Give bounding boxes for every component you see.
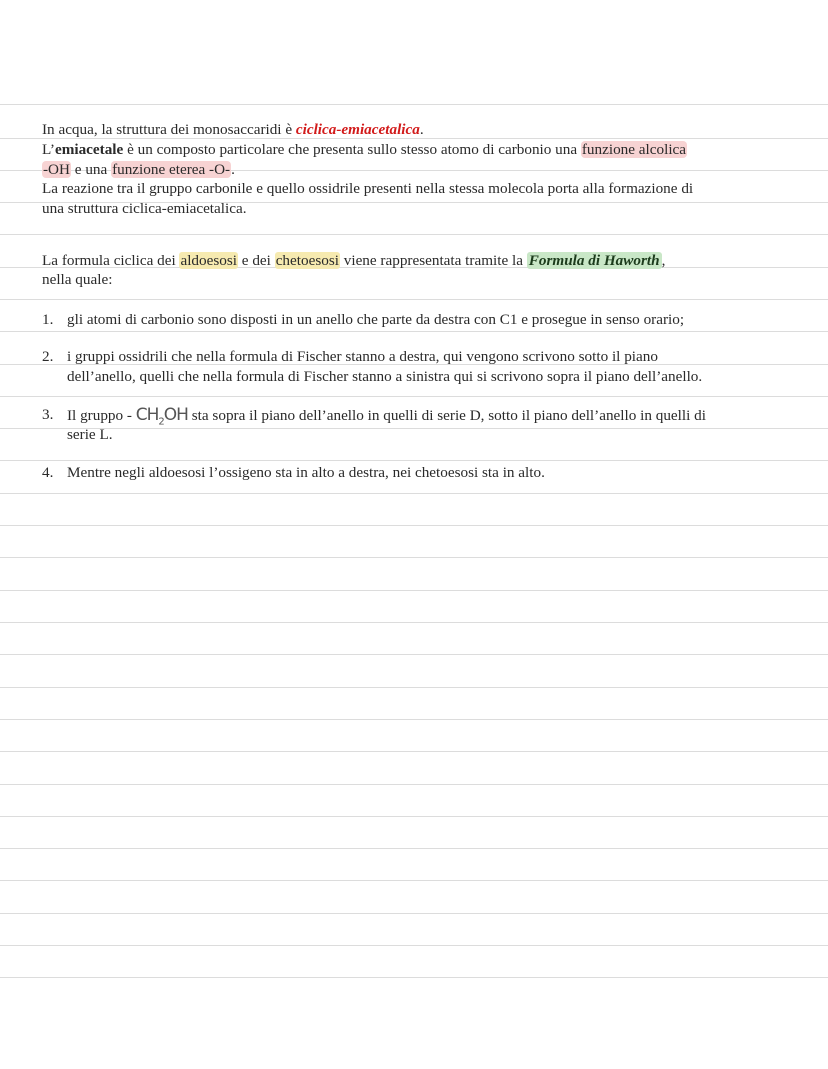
- text-line: nella quale:: [42, 271, 113, 288]
- formula-subscript: 2: [158, 416, 164, 428]
- text: è un composto particolare che presenta sullo stesso atomo di carbonio una: [123, 141, 581, 158]
- highlight-formula-di-haworth: Formula di Haworth: [528, 252, 660, 269]
- text-line: [42, 251, 665, 271]
- ruled-line: [0, 913, 828, 914]
- list-item-text: serie L.: [67, 426, 113, 443]
- list-item-text: i gruppi ossidrili che nella formula di Fischer stanno a destra, qui vengono scrivono sotto il piano: [67, 348, 658, 365]
- ruled-line: [0, 493, 828, 494]
- ruled-line: [0, 848, 828, 849]
- ruled-line: [0, 816, 828, 817]
- text-line: una struttura ciclica-emiacetalica.: [42, 200, 247, 217]
- ruled-line: [0, 751, 828, 752]
- text: ,: [661, 252, 666, 269]
- ruled-line: [0, 525, 828, 526]
- ruled-line: [0, 104, 828, 105]
- text: L’: [42, 141, 55, 158]
- ruled-line: [0, 460, 828, 461]
- ruled-line: [0, 880, 828, 881]
- text: La formula ciclica dei: [42, 252, 180, 269]
- text-line: [42, 140, 687, 160]
- formula-part: OH: [163, 405, 188, 425]
- text-line: La reazione tra il gruppo carbonile e quello ossidrile presenti nella stessa molecola porta alla formazione di: [42, 180, 694, 197]
- ruled-line: [0, 977, 828, 978]
- handwritten-formula-ch2oh: [135, 405, 188, 428]
- text: .: [419, 121, 424, 138]
- list-number: 1.: [42, 311, 54, 328]
- text: .: [231, 161, 235, 178]
- ruled-line: [0, 557, 828, 558]
- list-number: 4.: [42, 464, 54, 481]
- highlight-aldoesosi: aldoesosi: [180, 252, 237, 269]
- ruled-line: [0, 654, 828, 655]
- list-item-text: Mentre negli aldoesosi l’ossigeno sta in alto a destra, nei chetoesosi sta in alto.: [67, 464, 545, 481]
- highlight-oh: -OH: [43, 161, 70, 178]
- ruled-line: [0, 622, 828, 623]
- ruled-line: [0, 396, 828, 397]
- text: sta sopra il piano dell’anello in quelli di serie D, sotto il piano dell’anello in quelli di: [187, 407, 706, 424]
- highlight-ciclica-emiacetalica: ciclica-emiacetalica: [295, 121, 420, 138]
- highlight-funzione-eterea: funzione eterea -O-: [112, 161, 231, 178]
- ruled-line: [0, 590, 828, 591]
- list-item-text: dell’anello, quelli che nella formula di Fischer stanno a sinistra qui si scrivono sopra il piano dell’anello.: [67, 368, 703, 385]
- list-number: 3.: [42, 406, 54, 423]
- term-emiacetale: emiacetale: [54, 141, 124, 158]
- ruled-line: [0, 687, 828, 688]
- text-line: [42, 120, 424, 140]
- list-number: 2.: [42, 348, 54, 365]
- ruled-line: [0, 784, 828, 785]
- highlight-funzione-alcolica: funzione alcolica: [581, 141, 687, 158]
- highlight-chetoesosi: chetoesosi: [275, 252, 339, 269]
- text: viene rappresentata tramite la: [339, 252, 527, 269]
- ruled-line: [0, 299, 828, 300]
- list-item-text: gli atomi di carbonio sono disposti in un anello che parte da destra con C1 e prosegue in senso orario;: [67, 311, 685, 328]
- text: e dei: [238, 252, 275, 269]
- text: Il gruppo -: [67, 407, 136, 424]
- ruled-line: [0, 331, 828, 332]
- formula-part: CH: [135, 405, 159, 425]
- ruled-line: [0, 719, 828, 720]
- list-item-text: [67, 405, 706, 432]
- text: In acqua, la struttura dei monosaccaridi è: [42, 121, 296, 138]
- ruled-line: [0, 234, 828, 235]
- ruled-line: [0, 945, 828, 946]
- text-line: [42, 160, 235, 180]
- text: e una: [71, 161, 112, 178]
